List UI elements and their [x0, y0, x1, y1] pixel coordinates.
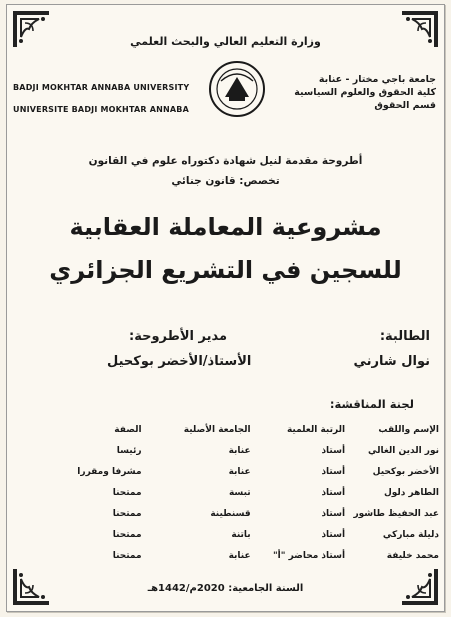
member-university: باتنة	[231, 529, 251, 540]
header-cell: الإسم واللقب	[378, 424, 439, 435]
document-page	[6, 4, 445, 612]
member-rank: أستاذ	[321, 487, 346, 498]
member-university: عنابة	[228, 466, 251, 477]
member-name: الطاهر دلول	[383, 487, 439, 498]
thesis-title-line2: للسجين في التشريع الجزائري	[49, 256, 402, 284]
member-name: عبد الحفيظ طاشور	[353, 508, 439, 519]
member-name: نور الدين الغالي	[367, 445, 439, 456]
university-name-en: BADJI MOKHTAR ANNABA UNIVERSITY	[13, 83, 190, 92]
supervisor-name: الأستاذ/الأخضر بوكحيل	[107, 354, 252, 369]
university-name-fr: UNIVERSITE BADJI MOKHTAR ANNABA	[13, 105, 189, 114]
member-rank: أستاذ	[321, 529, 346, 540]
student-label: الطالبة:	[379, 329, 430, 344]
header-cell: الرتبة العلمية	[286, 424, 346, 435]
member-role: ممتحنا	[112, 529, 142, 540]
table-row	[47, 524, 441, 545]
member-role: ممتحنا	[112, 508, 142, 519]
table-row	[47, 461, 441, 482]
member-role: مشرفا ومقررا	[77, 466, 142, 477]
table-row	[47, 482, 441, 503]
table-row	[47, 545, 441, 566]
supervisor-label: مدير الأطروحة:	[129, 329, 228, 344]
student-name: نوال شارني	[353, 354, 430, 369]
committee-table	[47, 419, 441, 566]
member-name: الأخضر بوكحيل	[372, 466, 439, 477]
ministry-name: وزارة التعليم العالي والبحث العلمي	[130, 35, 321, 48]
member-university: عنابة	[228, 445, 251, 456]
university-logo-icon	[207, 59, 267, 119]
member-role: ممتحنا	[112, 550, 142, 561]
member-role: ممتحنا	[112, 487, 142, 498]
member-rank: أستاذ	[321, 508, 346, 519]
member-rank: أستاذ	[321, 466, 346, 477]
member-rank: أستاذ محاضر "أ"	[272, 550, 346, 561]
member-name: محمد خليفة	[386, 550, 439, 561]
university-arabic-block	[294, 73, 436, 112]
table-row	[47, 440, 441, 461]
member-university: تبسة	[228, 487, 251, 498]
faculty-name-ar: كلية الحقوق والعلوم السياسية	[294, 87, 436, 98]
specialty: تخصص: قانون جنائي	[171, 175, 280, 187]
academic-year: السنة الجامعية: 2020م/1442هـ	[147, 583, 304, 594]
thesis-title-line1: مشروعية المعاملة العقابية	[69, 213, 382, 241]
table-header-row	[47, 419, 441, 440]
member-university: قسنطينة	[210, 508, 251, 519]
thesis-type: أطروحة مقدمة لنيل شهادة دكتوراه علوم في القانون	[88, 155, 363, 167]
member-university: عنابة	[228, 550, 251, 561]
header-cell: الصفة	[114, 424, 142, 435]
university-name-ar: جامعة باجي مختار - عنابة	[318, 74, 436, 85]
department-name-ar: قسم الحقوق	[374, 100, 436, 111]
header-cell: الجامعة الأصلية	[183, 424, 251, 435]
committee-title: لجنة المناقشة:	[329, 397, 414, 411]
member-name: دليلة مباركي	[382, 529, 439, 540]
table-row	[47, 503, 441, 524]
member-rank: أستاذ	[321, 445, 346, 456]
member-role: رئيسا	[116, 445, 142, 456]
